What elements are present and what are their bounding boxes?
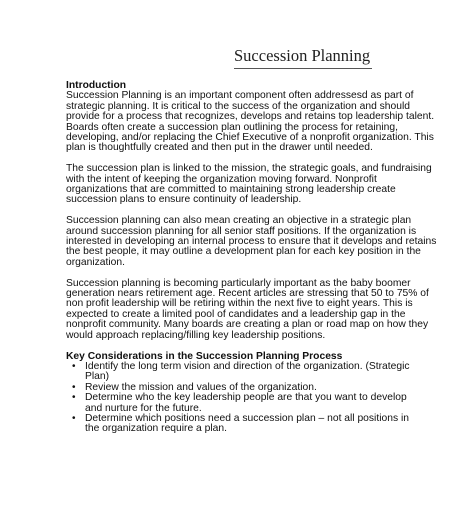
text-line: would approach replacing/filling key leadership positions. bbox=[66, 329, 326, 341]
text-line: developing, and/or replacing the Chief Executive of a nonprofit organization. This bbox=[66, 132, 434, 144]
text-line: Determine who the key leadership people are that you want to develop bbox=[85, 392, 407, 404]
text-line: the organization require a plan. bbox=[85, 423, 227, 435]
list-item bbox=[66, 393, 438, 414]
list-item bbox=[66, 362, 438, 383]
text-line: nonprofit community. Many boards are creating a plan or road map on how they bbox=[66, 319, 429, 331]
intro-heading: Introduction bbox=[66, 80, 127, 91]
considerations-list bbox=[66, 362, 438, 435]
text-line: Determine which positions need a succession plan – not all positions in bbox=[85, 412, 409, 424]
text-line: organizations that are committed to maintaining strong leadership create bbox=[66, 184, 396, 196]
text-line: around succession planning for all senior staff positions. If the organization is bbox=[66, 225, 417, 237]
text-line: the best people, it may outline a development plan for each key position in the bbox=[66, 246, 421, 258]
title-underline bbox=[234, 68, 372, 69]
document-title: Succession Planning bbox=[234, 46, 371, 65]
paragraph-2 bbox=[66, 164, 438, 206]
considerations-heading: Key Considerations in the Succession Planning Process bbox=[66, 350, 343, 362]
text-line: generation nears retirement age. Recent articles are stressing that 50 to 75% of bbox=[66, 288, 429, 300]
text-line: with the intent of keeping the organization moving forward. Nonprofit bbox=[66, 173, 377, 185]
page-bottom-mask bbox=[0, 497, 474, 505]
bullet-icon: • bbox=[72, 392, 76, 404]
text-line: The succession plan is linked to the mission, the strategic goals, and fundraising bbox=[66, 163, 432, 175]
text-line: provide for a process that recognizes, develops and retains top leadership talent. bbox=[66, 111, 435, 123]
text-line: Boards often create a succession plan outlining the process for retaining, bbox=[66, 121, 398, 133]
text-line: Succession planning can also mean creating an objective in a strategic plan bbox=[66, 215, 412, 227]
bullet-icon: • bbox=[72, 381, 76, 393]
paragraph-3 bbox=[66, 216, 438, 268]
title-block bbox=[234, 46, 374, 66]
paragraph-1 bbox=[66, 91, 438, 153]
text-line: expected to create a limited pool of candidates and a leadership gap in the bbox=[66, 308, 406, 320]
text-line: Succession planning is becoming particularly important as the baby boomer bbox=[66, 277, 411, 289]
text-line: interested in developing an internal process to ensure that it develops and retains bbox=[66, 236, 437, 248]
text-line: organization. bbox=[66, 256, 125, 268]
text-line: strategic planning. It is critical to the success of the organization and should bbox=[66, 100, 410, 112]
text-line: Succession Planning is an important component often addressesd as part of bbox=[66, 90, 414, 102]
document-body bbox=[66, 81, 438, 435]
text-line: succession plans to ensure continuity of leadership. bbox=[66, 194, 302, 206]
bullet-icon: • bbox=[72, 412, 76, 424]
text-line: non profit leadership will be retiring within the next five to eight years. This is bbox=[66, 298, 413, 310]
text-line: and nurture for the future. bbox=[85, 402, 202, 414]
text-line: Review the mission and values of the organization. bbox=[85, 381, 317, 393]
text-line: Identify the long term vision and direction of the organization. (Strategic bbox=[85, 360, 410, 372]
bullet-icon: • bbox=[72, 360, 76, 372]
list-item bbox=[66, 414, 438, 435]
text-line: plan is thoughtfully created and then put in the drawer until needed. bbox=[66, 142, 373, 154]
paragraph-4 bbox=[66, 279, 438, 341]
text-line: Plan) bbox=[85, 371, 110, 383]
